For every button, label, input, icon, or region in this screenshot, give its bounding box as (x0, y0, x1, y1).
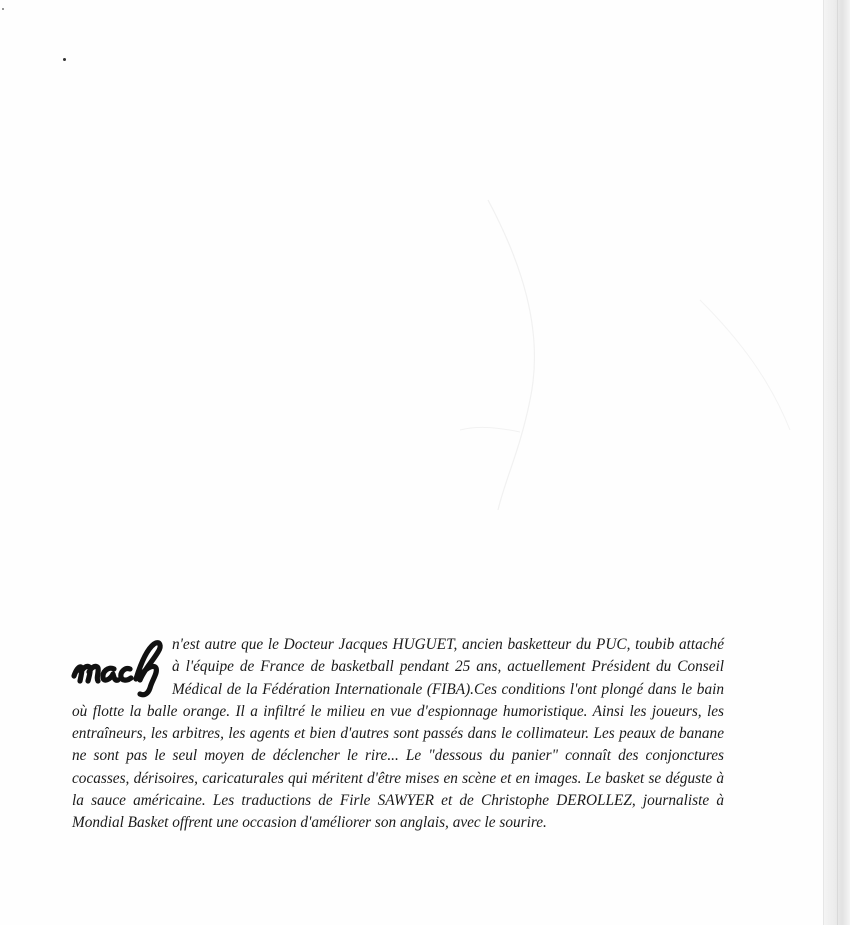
description-paragraph: n'est autre que le Docteur Jacques HUGUET, ancien basketteur du PUC, toubib attaché à l'équipe de France de basketball pendant 25 ans, actuellement Président du Conseil Médical de la Fédération Internationale (FIBA).Ces conditions l'ont plongé dans le bain où flotte la balle orange. Il a infiltré le milieu en vue d'espionnage humoristique. Ainsi les joueurs, les entraîneurs, les arbitres, les agents et bien d'autres sont passés dans le collimateur. Les peaux de banane ne sont pas le seul moyen de déclencher le rire... Le "dessous du panier" connaît des conjonctures cocasses, dérisoires, caricaturales qui méritent d'être mises en scène et en images. Le basket se déguste à la sauce américaine. Les traductions de Firle SAWYER et de Christophe DEROLLEZ, journaliste à Mondial Basket offrent une occasion d'améliorer son anglais, avec le sourire. (72, 636, 724, 832)
dust-speck (63, 58, 66, 61)
author-description (72, 634, 724, 835)
signature-logo (70, 636, 168, 700)
spine-fold-line (837, 0, 838, 925)
dust-speck (2, 8, 4, 10)
